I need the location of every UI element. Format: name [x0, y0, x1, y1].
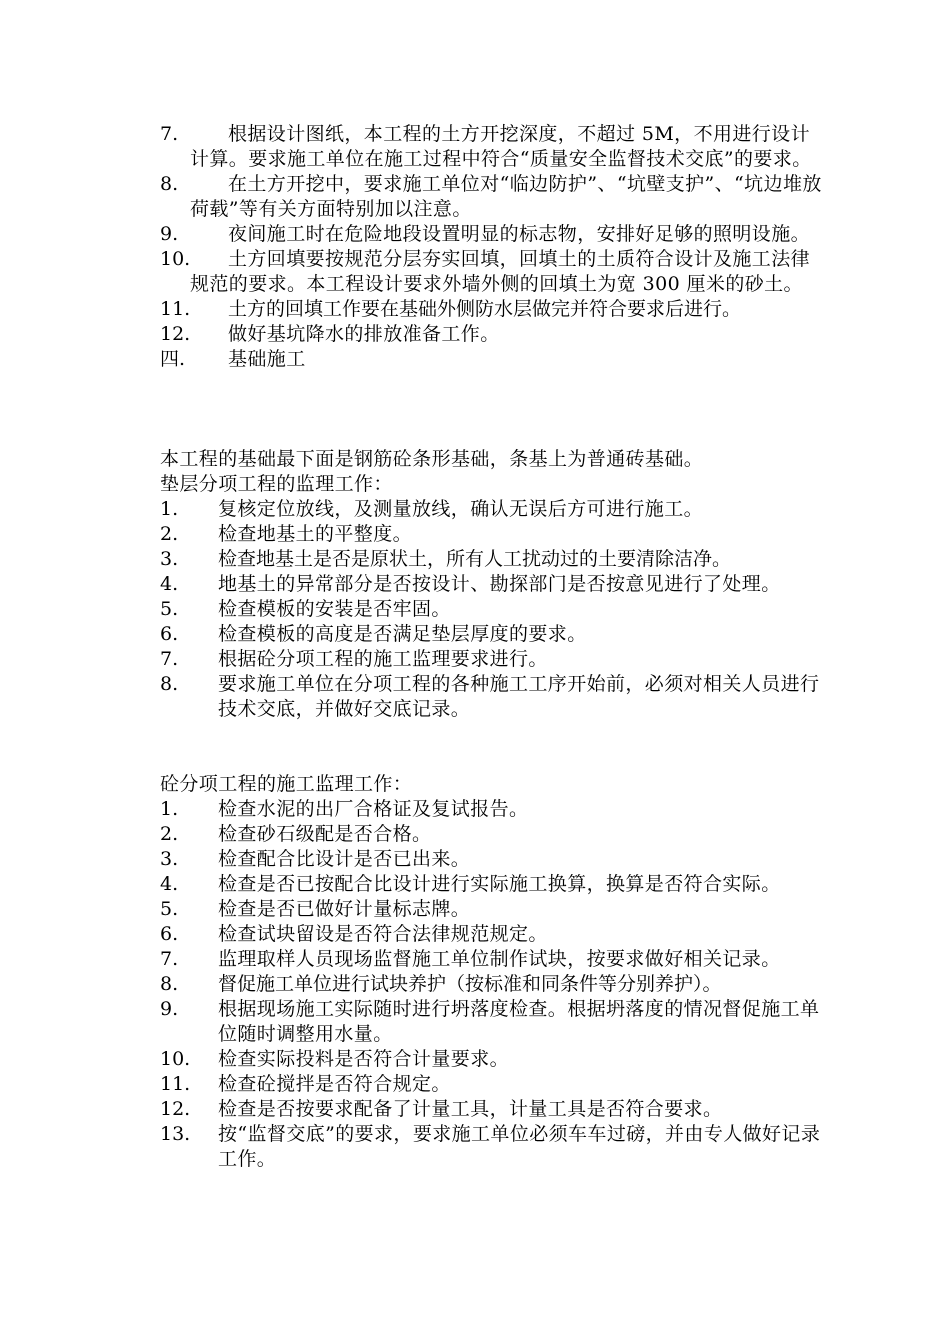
item-text: 土方的回填工作要在基础外侧防水层做完并符合要求后进行。 — [228, 298, 742, 320]
concrete-section — [160, 772, 825, 1172]
cushion-list — [160, 497, 825, 722]
item-number: 1. — [160, 798, 179, 820]
list-item — [160, 122, 825, 172]
item-number: 5. — [160, 598, 179, 620]
item-number: 1. — [160, 498, 179, 520]
item-text: 按“监督交底”的要求，要求施工单位必须车车过磅，并由专人做好记录工作。 — [218, 1123, 821, 1170]
list-item — [160, 797, 825, 822]
item-number: 4. — [160, 873, 179, 895]
item-text: 夜间施工时在危险地段设置明显的标志物，安排好足够的照明设施。 — [228, 223, 811, 245]
item-number: 9. — [160, 223, 179, 245]
item-number: 8. — [160, 973, 179, 995]
item-text: 检查是否按要求配备了计量工具，计量工具是否符合要求。 — [218, 1098, 723, 1120]
item-text: 要求施工单位在分项工程的各种施工工序开始前，必须对相关人员进行技术交底，并做好交底记录。 — [218, 673, 820, 720]
foundation-intro: 本工程的基础最下面是钢筋砼条形基础，条基上为普通砖基础。 — [160, 448, 704, 470]
item-number: 10. — [160, 1048, 191, 1070]
item-text: 根据设计图纸，本工程的土方开挖深度，不超过 5M，不用进行设计计算。要求施工单位在施工过程中符合“质量安全监督技术交底”的要求。 — [190, 123, 812, 170]
item-number: 6. — [160, 923, 179, 945]
earthwork-list — [160, 122, 825, 372]
foundation-section — [160, 447, 825, 722]
item-text: 检查模板的高度是否满足垫层厚度的要求。 — [218, 623, 587, 645]
item-text: 检查水泥的出厂合格证及复试报告。 — [218, 798, 529, 820]
item-number: 3. — [160, 548, 179, 570]
item-number: 11. — [160, 298, 191, 320]
cushion-title: 垫层分项工程的监理工作： — [160, 473, 393, 495]
item-text: 检查试块留设是否符合法律规范规定。 — [218, 923, 548, 945]
item-number: 8. — [160, 673, 179, 695]
list-item — [160, 522, 825, 547]
list-item — [160, 222, 825, 247]
item-text: 检查是否已按配合比设计进行实际施工换算，换算是否符合实际。 — [218, 873, 781, 895]
list-item — [160, 1047, 825, 1072]
item-number: 7. — [160, 948, 179, 970]
item-text: 检查砼搅拌是否符合规定。 — [218, 1073, 451, 1095]
item-text: 检查实际投料是否符合计量要求。 — [218, 1048, 510, 1070]
item-number: 2. — [160, 823, 179, 845]
item-number: 11. — [160, 1073, 191, 1095]
section-title: 基础施工 — [228, 348, 306, 370]
item-number: 12. — [160, 323, 191, 345]
list-item — [160, 922, 825, 947]
item-text: 土方回填要按规范分层夯实回填，回填土的土质符合设计及施工法律规范的要求。本工程设计要求外墙外侧的回填土为宽 300 厘米的砂土。 — [190, 248, 811, 295]
list-item — [160, 997, 825, 1047]
item-text: 做好基坑降水的排放准备工作。 — [228, 323, 500, 345]
item-number: 7. — [160, 123, 179, 145]
concrete-list — [160, 797, 825, 1172]
item-number: 9. — [160, 998, 179, 1020]
list-item — [160, 847, 825, 872]
list-item — [160, 872, 825, 897]
item-text: 检查配合比设计是否已出来。 — [218, 848, 471, 870]
item-text: 检查地基土是否是原状土，所有人工扰动过的土要清除洁净。 — [218, 548, 732, 570]
list-item — [160, 897, 825, 922]
item-number: 12. — [160, 1098, 191, 1120]
item-number: 3. — [160, 848, 179, 870]
list-item — [160, 647, 825, 672]
item-text: 根据砼分项工程的施工监理要求进行。 — [218, 648, 548, 670]
item-number: 13. — [160, 1123, 191, 1145]
list-item — [160, 947, 825, 972]
item-text: 监理取样人员现场监督施工单位制作试块，按要求做好相关记录。 — [218, 948, 781, 970]
list-item — [160, 547, 825, 572]
item-number: 7. — [160, 648, 179, 670]
list-item — [160, 1097, 825, 1122]
section-number: 四. — [160, 348, 186, 370]
list-item — [160, 572, 825, 597]
item-text: 检查地基土的平整度。 — [218, 523, 413, 545]
item-text: 检查砂石级配是否合格。 — [218, 823, 432, 845]
list-item — [160, 822, 825, 847]
item-text: 根据现场施工实际随时进行坍落度检查。根据坍落度的情况督促施工单位随时调整用水量。 — [218, 998, 820, 1045]
item-number: 5. — [160, 898, 179, 920]
item-number: 2. — [160, 523, 179, 545]
list-item — [160, 297, 825, 322]
list-item — [160, 622, 825, 647]
item-text: 检查是否已做好计量标志牌。 — [218, 898, 471, 920]
list-item — [160, 172, 825, 222]
item-text: 在土方开挖中，要求施工单位对“临边防护”、“坑壁支护”、“坑边堆放荷载”等有关方面特别加以注意。 — [190, 173, 822, 220]
list-item — [160, 497, 825, 522]
item-number: 4. — [160, 573, 179, 595]
list-item — [160, 597, 825, 622]
item-number: 10. — [160, 248, 191, 270]
section-heading — [160, 347, 825, 372]
item-text: 检查模板的安装是否牢固。 — [218, 598, 451, 620]
item-text: 地基土的异常部分是否按设计、勘探部门是否按意见进行了处理。 — [218, 573, 781, 595]
item-text: 督促施工单位进行试块养护（按标准和同条件等分别养护）。 — [218, 973, 722, 995]
item-number: 6. — [160, 623, 179, 645]
concrete-title: 砼分项工程的施工监理工作： — [160, 773, 413, 795]
list-item — [160, 1072, 825, 1097]
list-item — [160, 672, 825, 722]
list-item — [160, 247, 825, 297]
item-number: 8. — [160, 173, 179, 195]
item-text: 复核定位放线，及测量放线，确认无误后方可进行施工。 — [218, 498, 704, 520]
list-item — [160, 322, 825, 347]
list-item — [160, 1122, 825, 1172]
list-item — [160, 972, 825, 997]
